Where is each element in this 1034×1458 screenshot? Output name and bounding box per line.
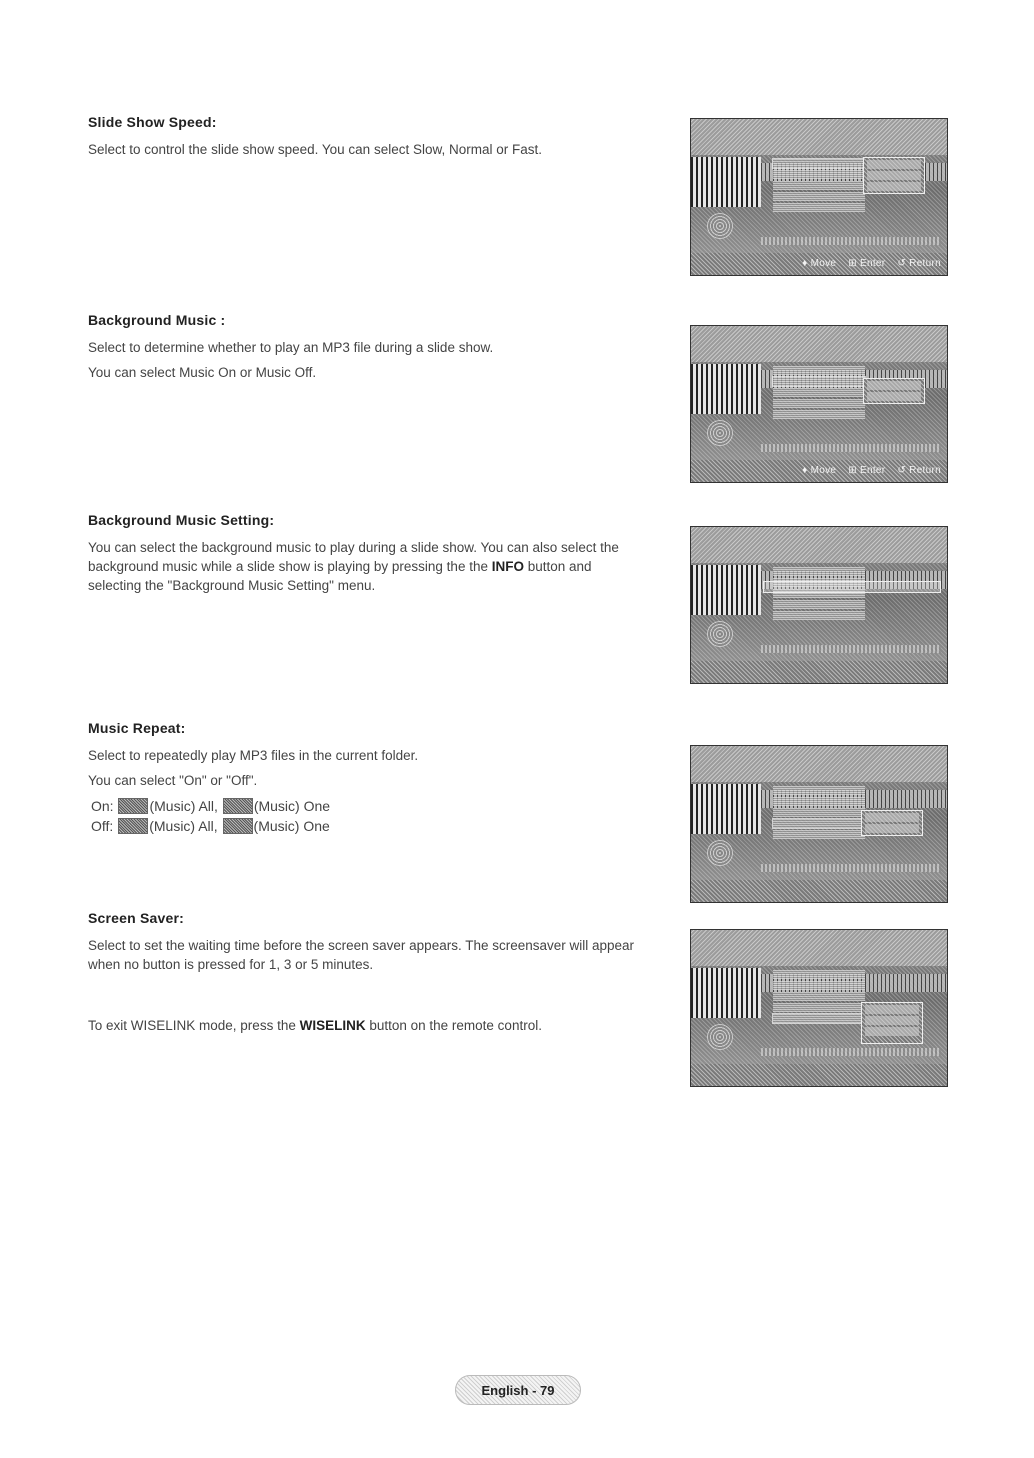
- screen-nav-bar: [691, 880, 947, 902]
- nav-enter-label: ⊞ Enter: [848, 465, 886, 476]
- screen-title-bar: [691, 119, 947, 155]
- photo-strip-image: [691, 364, 761, 414]
- text-slide-show-speed: Select to control the slide show speed. You can select Slow, Normal or Fast.: [88, 142, 542, 157]
- section-exit-note: [88, 1016, 648, 1041]
- section-screen-saver: [88, 910, 648, 980]
- text-background-music-2: You can select Music On or Music Off.: [88, 365, 317, 380]
- screen-nav-bar: [691, 661, 947, 683]
- text-music-repeat-1: Select to repeatedly play MP3 files in the current folder.: [88, 748, 419, 763]
- page-number-badge: English - 79: [455, 1375, 581, 1405]
- music-repeat-off-line: [91, 816, 648, 836]
- setup-menu-list: [773, 567, 865, 622]
- text-part: You can select the background music to play during a slide show. You can also select the background music while a slide show is playing by pressing the the: [88, 540, 619, 574]
- music-disc-icon: [707, 420, 733, 446]
- nav-move-label: ♦ Move: [802, 465, 837, 476]
- music-all-label: (Music) All,: [149, 798, 218, 814]
- screen-description: [761, 237, 941, 245]
- repeat-one-on-icon: [223, 798, 253, 814]
- text-exit-wiselink: [88, 1016, 648, 1035]
- music-all-label: (Music) All,: [149, 818, 218, 834]
- screen-nav-bar: [691, 460, 947, 482]
- on-label: On:: [91, 798, 114, 814]
- music-one-label: (Music) One: [253, 798, 331, 814]
- screen-description: [761, 444, 941, 452]
- section-background-music: [88, 312, 648, 388]
- text-music-repeat-2: You can select "On" or "Off".: [88, 773, 258, 788]
- photo-strip-image: [691, 968, 761, 1018]
- wiselink-button-label: WISELINK: [299, 1018, 366, 1033]
- music-disc-icon: [707, 213, 733, 239]
- option-popup: [861, 1002, 923, 1044]
- screen-nav-bar: [691, 253, 947, 275]
- screen-nav-bar: [691, 1064, 947, 1086]
- screen-description: [761, 645, 941, 653]
- photo-strip-image: [691, 784, 761, 834]
- heading-background-music-setting: Background Music Setting:: [88, 512, 275, 528]
- music-disc-icon: [707, 840, 733, 866]
- text-screen-saver: Select to set the waiting time before the screen saver appears. The screensaver will appear when no button is pressed for 1, 3 or 5 minutes.: [88, 938, 635, 972]
- nav-move-label: ♦ Move: [802, 258, 837, 269]
- screen-title-bar: [691, 527, 947, 563]
- nav-return-label: ↺ Return: [897, 258, 941, 269]
- text-part: button on the remote control.: [365, 1018, 542, 1033]
- screenshot-screen-saver: [690, 929, 948, 1087]
- section-music-repeat: [88, 720, 648, 836]
- screen-description: [761, 864, 941, 872]
- music-disc-icon: [707, 1024, 733, 1050]
- repeat-all-off-icon: [118, 818, 148, 834]
- screen-description: [761, 1048, 941, 1056]
- screenshot-music-repeat: [690, 745, 948, 903]
- music-one-label: (Music) One: [253, 818, 330, 834]
- screenshot-slide-show-speed: [690, 118, 948, 276]
- screenshot-background-music-setting: [690, 526, 948, 684]
- heading-background-music: Background Music :: [88, 312, 226, 328]
- text-background-music-setting: [88, 538, 648, 595]
- setup-menu-list: [773, 970, 865, 1025]
- heading-screen-saver: Screen Saver:: [88, 910, 184, 926]
- photo-strip-image: [691, 157, 761, 207]
- nav-enter-label: ⊞ Enter: [848, 258, 886, 269]
- repeat-all-on-icon: [118, 798, 148, 814]
- screenshot-background-music: [690, 325, 948, 483]
- repeat-one-off-icon: [223, 818, 253, 834]
- text-part: To exit WISELINK mode, press the: [88, 1018, 300, 1033]
- setup-menu-list: [773, 159, 865, 214]
- text-background-music-1: Select to determine whether to play an MP3 file during a slide show.: [88, 340, 494, 355]
- heading-slide-show-speed: Slide Show Speed:: [88, 114, 217, 130]
- music-disc-icon: [707, 621, 733, 647]
- section-slide-show-speed: [88, 114, 648, 165]
- screen-title-bar: [691, 326, 947, 362]
- off-label: Off:: [91, 818, 114, 834]
- setup-menu-list: [773, 786, 865, 841]
- music-repeat-on-line: [91, 796, 648, 816]
- screen-title-bar: [691, 930, 947, 966]
- heading-music-repeat: Music Repeat:: [88, 720, 186, 736]
- screen-title-bar: [691, 746, 947, 782]
- option-popup: [863, 378, 925, 404]
- nav-return-label: ↺ Return: [897, 465, 941, 476]
- selected-row-highlight: [763, 581, 941, 593]
- text-part: button and selecting the "Background Music Setting" menu.: [88, 559, 592, 593]
- setup-menu-list: [773, 366, 865, 421]
- option-popup: [863, 157, 925, 194]
- photo-strip-image: [691, 565, 761, 615]
- section-background-music-setting: [88, 512, 648, 601]
- option-popup: [861, 810, 923, 836]
- info-button-label: INFO: [491, 559, 524, 574]
